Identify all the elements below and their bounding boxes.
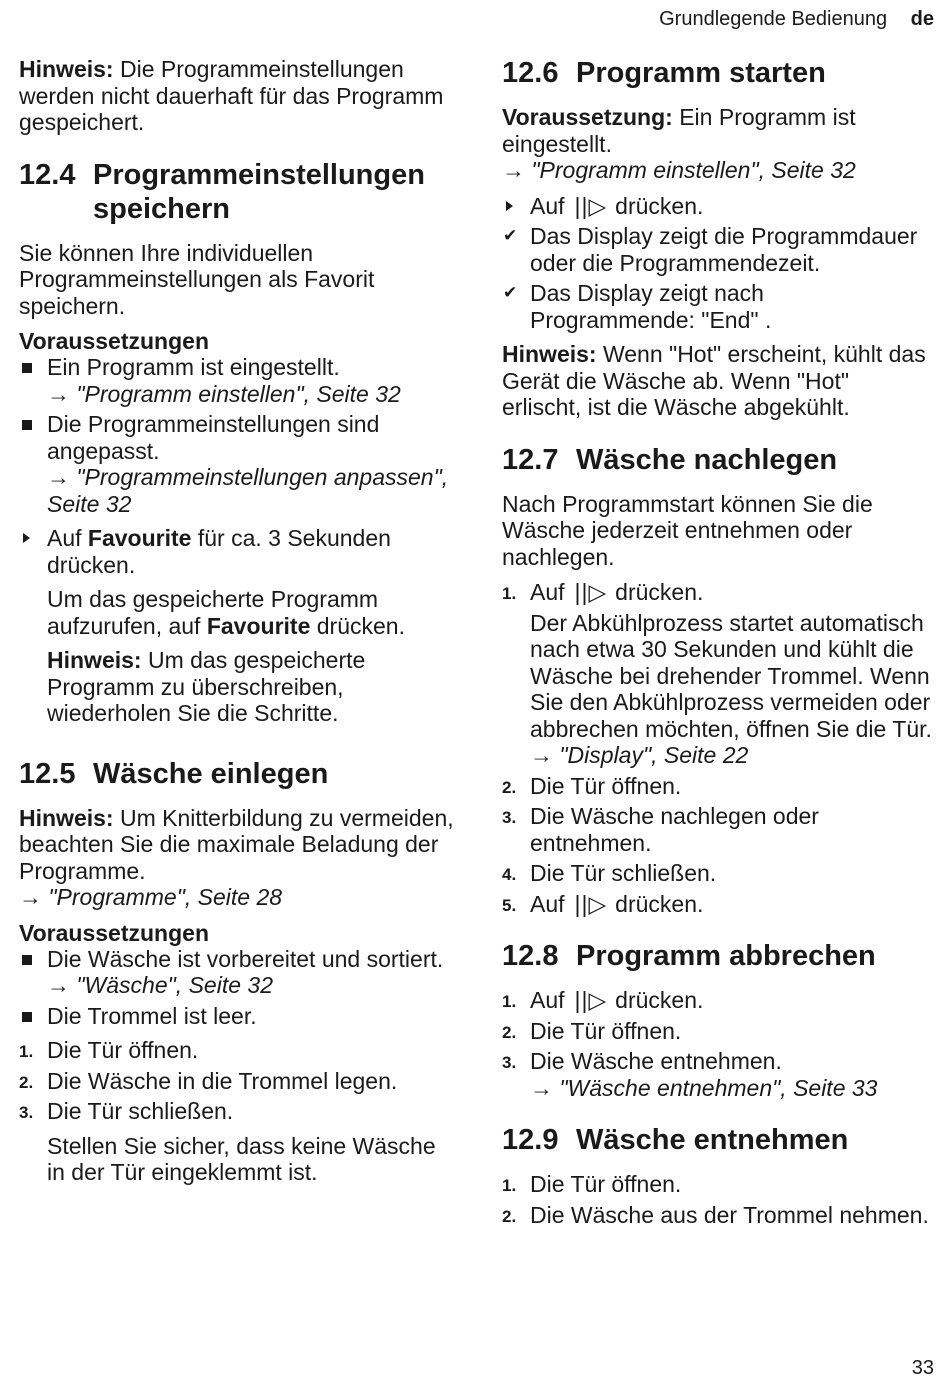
list-item	[502, 223, 934, 276]
list-item	[502, 773, 934, 800]
cross-reference-link[interactable]: → "Programm einstellen", Seite 32	[502, 157, 934, 184]
left-column	[19, 56, 459, 1194]
cross-reference-link[interactable]: → "Programm einstellen", Seite 32	[47, 381, 459, 408]
section-number: 12.5	[19, 757, 76, 790]
result-text: Das Display zeigt nach Programmende: "End" .	[530, 280, 772, 333]
list-item	[502, 803, 934, 856]
hint-label: Hinweis:	[502, 341, 597, 367]
requirement-text: Die Trommel ist leer.	[47, 1002, 257, 1029]
recall-instruction	[19, 586, 459, 639]
section-title: Programm abbrechen	[576, 940, 876, 972]
precondition-label: Voraussetzung:	[502, 104, 673, 130]
cross-reference-link[interactable]: → "Programmeinstellungen anpassen", Seite 32	[47, 464, 459, 517]
hint-text: Die Programmeinstellungen werden nicht dauerhaft für das Programm gespeichert.	[19, 56, 444, 135]
section-title: Wäsche einlegen	[93, 757, 329, 790]
list-item	[19, 946, 459, 999]
list-item	[502, 1202, 934, 1229]
step-text: drücken.	[615, 987, 704, 1013]
hint-text: Um das gespeicherte Programm zu überschreiben, wiederholen Sie die Schritte.	[47, 647, 366, 726]
steps-list	[19, 1037, 459, 1125]
requirements-heading: Voraussetzungen	[19, 328, 209, 354]
step-number: 2.	[19, 1072, 34, 1092]
action-list	[502, 193, 934, 334]
hint-settings-not-saved	[19, 56, 459, 136]
list-item	[19, 1068, 459, 1095]
step-number: 2.	[502, 1022, 517, 1042]
section-12-8-heading	[502, 939, 934, 973]
precondition	[502, 104, 934, 184]
section-number: 12.7	[502, 443, 559, 476]
recall-text: drücken.	[310, 612, 405, 639]
step-text: Die Wäsche aus der Trommel nehmen.	[530, 1201, 929, 1228]
step-number: 3.	[502, 808, 517, 827]
steps-list	[502, 1171, 934, 1228]
result-text: Das Display zeigt die Programmdauer oder die Programmendezeit.	[530, 223, 918, 276]
list-item	[19, 1098, 459, 1125]
list-item	[502, 1048, 934, 1101]
start-pause-icon: ||▷	[574, 579, 608, 605]
requirements-heading: Voraussetzungen	[19, 919, 209, 946]
step-number: 2.	[502, 777, 517, 797]
step-text: drücken.	[615, 579, 704, 605]
action-list	[19, 525, 459, 578]
step-text: Auf	[530, 192, 565, 219]
start-pause-icon: ||▷	[574, 890, 608, 917]
requirement-text: Ein Programm ist eingestellt.	[47, 354, 340, 380]
step-text: Auf	[47, 525, 88, 551]
step-text: für ca. 3 Sekunden drücken.	[47, 525, 391, 578]
step-number: 3.	[19, 1103, 34, 1122]
section-number: 12.6	[502, 57, 559, 89]
requirements-list	[19, 946, 459, 1030]
hint-text: Um Knitterbildung zu vermeiden, beachten Sie die maximale Beladung der Programme.	[19, 804, 454, 884]
hint-label: Hinweis:	[19, 56, 114, 82]
section-title: Wäsche nachlegen	[576, 443, 838, 476]
step-number: 5.	[502, 895, 517, 915]
step-text: drücken.	[615, 192, 704, 219]
step-note	[530, 610, 934, 769]
section-number: 12.4	[19, 158, 76, 191]
list-item	[502, 579, 934, 769]
hint-label: Hinweis:	[47, 647, 142, 673]
step-text: Auf	[530, 579, 565, 605]
section-number: 12.9	[502, 1124, 559, 1156]
running-header	[659, 8, 934, 31]
steps-list	[502, 987, 934, 1101]
step-text: Die Tür schließen.	[530, 860, 717, 886]
cross-reference-link[interactable]: → "Wäsche", Seite 32	[47, 972, 459, 999]
step-number: 1.	[502, 584, 517, 603]
list-item	[19, 354, 459, 407]
header-section: Grundlegende Bedienung	[659, 8, 888, 30]
steps-list	[502, 579, 934, 917]
list-item	[502, 1018, 934, 1045]
list-item	[502, 280, 934, 333]
step-note-text: Der Abkühlprozess startet automatisch nach etwa 30 Sekunden und kühlt die Wäsche bei drehender Trommel. Wenn Sie den Abkühlprozess vermeiden oder abbrechen möchten, öffnen Sie die Tür.	[530, 609, 932, 742]
section-title: Programm starten	[576, 57, 826, 89]
section-12-4-intro: Sie können Ihre individuellen Programmeinstellungen als Favorit speichern.	[19, 239, 375, 319]
requirements-list	[19, 354, 459, 517]
list-item	[502, 1171, 934, 1198]
precondition-text: Ein Programm ist eingestellt.	[502, 104, 856, 157]
favourite-button-label: Favourite	[206, 612, 311, 639]
step-number: 1.	[19, 1042, 34, 1061]
step-text: Die Wäsche entnehmen.	[530, 1048, 782, 1074]
step-text: Die Tür öffnen.	[530, 772, 682, 799]
list-item	[19, 1003, 459, 1030]
list-item	[19, 411, 459, 517]
section-title: Wäsche entnehmen	[576, 1124, 849, 1156]
step-text: Die Tür öffnen.	[530, 1171, 682, 1197]
section-12-4-heading	[19, 158, 459, 226]
start-pause-icon: ||▷	[574, 987, 608, 1013]
hint-hot	[502, 341, 934, 421]
section-12-9-heading	[502, 1123, 934, 1157]
section-12-5-heading	[19, 757, 459, 791]
step-text: Die Tür schließen.	[47, 1098, 234, 1124]
step-number: 4.	[502, 865, 517, 884]
section-title: Programmeinstellungen speichern	[93, 158, 425, 225]
start-pause-icon: ||▷	[574, 192, 608, 219]
step-text: Die Wäsche in die Trommel legen.	[47, 1067, 398, 1094]
step-text: Die Wäsche nachlegen oder entnehmen.	[530, 803, 819, 856]
right-column	[502, 56, 934, 1236]
hint-label: Hinweis:	[19, 804, 114, 831]
page-number: 33	[911, 1357, 934, 1379]
list-item	[502, 860, 934, 887]
hint-text: Wenn "Hot" erscheint, kühlt das Gerät die Wäsche ab. Wenn "Hot" erlischt, ist die Wäsche abgekühlt.	[502, 341, 926, 420]
step-number: 2.	[502, 1206, 517, 1226]
list-item	[502, 891, 934, 918]
section-12-6-heading	[502, 56, 934, 90]
step-text: Auf	[530, 987, 565, 1013]
cross-reference-link[interactable]: → "Display", Seite 22	[530, 742, 934, 769]
cross-reference-link[interactable]: → "Wäsche entnehmen", Seite 33	[530, 1075, 934, 1102]
list-item	[19, 525, 459, 578]
list-item	[502, 987, 934, 1014]
requirement-text: Die Programmeinstellungen sind angepasst.	[47, 411, 380, 464]
hint-creasing	[19, 805, 459, 911]
section-12-7-intro: Nach Programmstart können Sie die Wäsche jederzeit entnehmen oder nachlegen.	[502, 490, 873, 570]
header-language: de	[910, 8, 934, 30]
section-number: 12.8	[502, 940, 559, 972]
section-12-7-heading	[502, 443, 934, 477]
step-text: Auf	[530, 890, 565, 917]
favourite-button-label: Favourite	[87, 525, 192, 551]
recall-text: Um das gespeicherte Programm aufzurufen, auf	[47, 586, 379, 639]
step-text: drücken.	[615, 890, 704, 917]
step-note: Stellen Sie sicher, dass keine Wäsche in der Tür eingeklemmt ist.	[47, 1132, 436, 1185]
cross-reference-link[interactable]: → "Programme", Seite 28	[19, 884, 459, 911]
step-number: 3.	[502, 1053, 517, 1072]
hint-overwrite	[19, 647, 459, 727]
step-text: Die Tür öffnen.	[47, 1037, 199, 1063]
list-item	[502, 193, 934, 220]
step-text: Die Tür öffnen.	[530, 1017, 682, 1044]
step-number: 1.	[502, 1176, 517, 1195]
requirement-text: Die Wäsche ist vorbereitet und sortiert.	[47, 945, 444, 972]
step-number: 1.	[502, 992, 517, 1011]
list-item	[19, 1037, 459, 1064]
